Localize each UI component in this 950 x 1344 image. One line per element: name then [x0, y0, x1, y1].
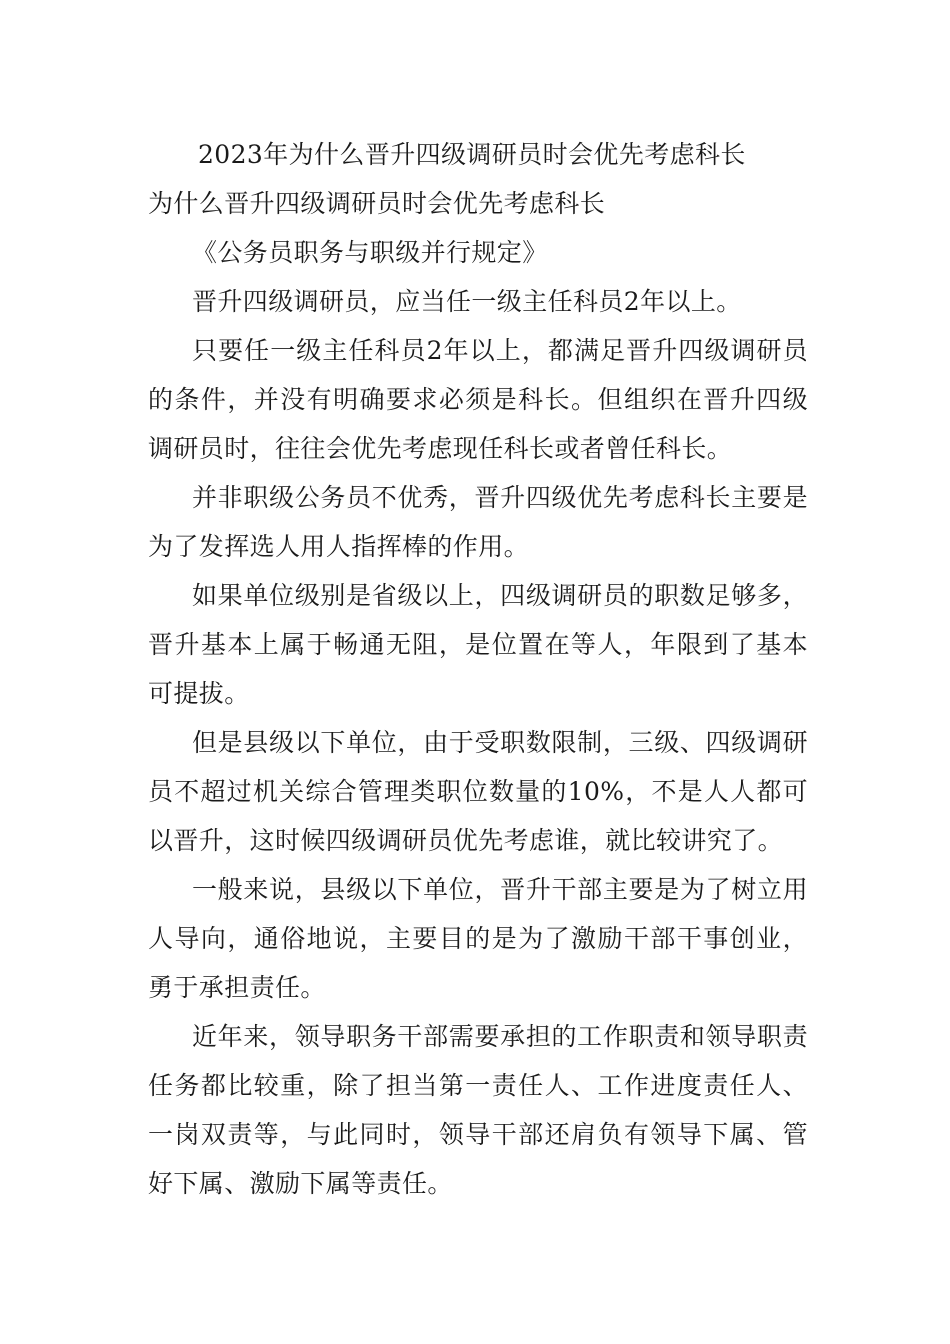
paragraph-2: 晋升四级调研员，应当任一级主任科员2年以上。	[192, 287, 742, 316]
paragraph-7: 一般来说，县级以下单位，晋升干部主要是为了树立用人导向，通俗地说，主要目的是为了激励干部干事创业，勇于承担责任。	[148, 875, 808, 1002]
paragraph-8: 近年来，领导职务干部需要承担的工作职责和领导职责任务都比较重，除了担当第一责任人、工作进度责任人、一岗双责等，与此同时，领导干部还肩负有领导下属、管好下属、激励下属等责任。	[148, 1022, 808, 1198]
paragraph-5: 如果单位级别是省级以上，四级调研员的职数足够多，晋升基本上属于畅通无阻，是位置在等人，年限到了基本可提拔。	[148, 581, 808, 708]
document-body	[148, 130, 808, 1208]
document-title: 2023年为什么晋升四级调研员时会优先考虑科长	[198, 140, 746, 169]
paragraph-3: 只要任一级主任科员2年以上，都满足晋升四级调研员的条件，并没有明确要求必须是科长。但组织在晋升四级调研员时，往往会优先考虑现任科长或者曾任科长。	[148, 336, 808, 463]
paragraph-4: 并非职级公务员不优秀，晋升四级优先考虑科长主要是为了发挥选人用人指挥棒的作用。	[148, 483, 808, 561]
paragraph-1: 《公务员职务与职级并行规定》	[192, 238, 548, 267]
document-subtitle: 为什么晋升四级调研员时会优先考虑科长	[148, 189, 606, 218]
paragraph-6: 但是县级以下单位，由于受职数限制，三级、四级调研员不超过机关综合管理类职位数量的10%，不是人人都可以晋升，这时候四级调研员优先考虑谁，就比较讲究了。	[148, 728, 808, 855]
